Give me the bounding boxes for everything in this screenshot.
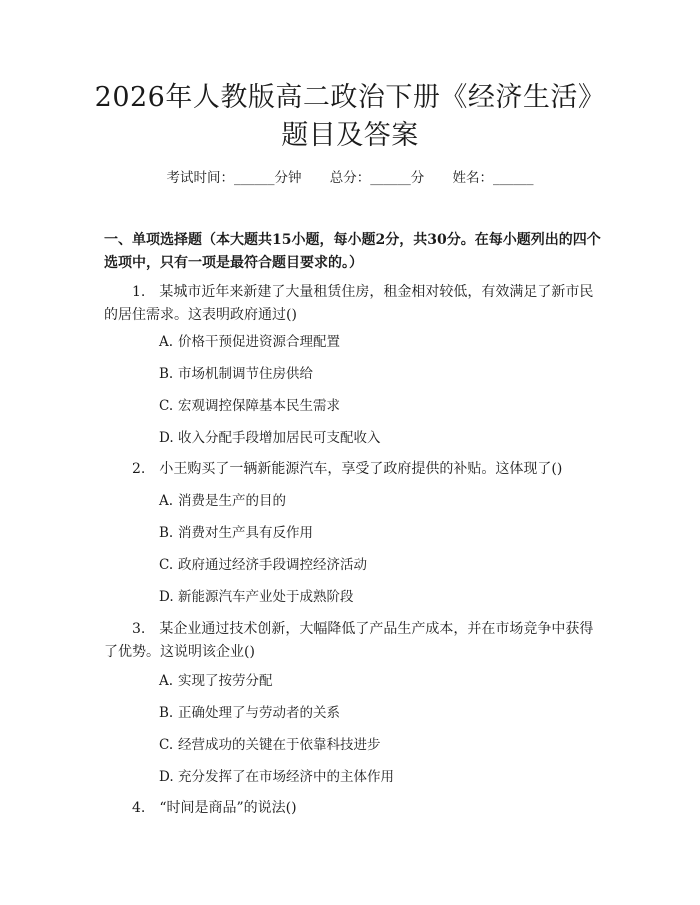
option-text: 消费对生产具有反作用 <box>178 525 313 541</box>
option-letter: C. <box>159 557 174 573</box>
option-letter: D. <box>159 769 174 785</box>
option-text: 收入分配手段增加居民可支配收入 <box>178 430 381 446</box>
option-text: 正确处理了与劳动者的关系 <box>178 705 340 721</box>
option-text: 经营成功的关键在于依靠科技进步 <box>178 737 381 753</box>
option-2b <box>159 523 599 543</box>
option-1a <box>159 332 599 352</box>
option-1d <box>159 428 599 448</box>
option-2d <box>159 587 599 607</box>
option-letter: A. <box>159 493 174 509</box>
document-title: 2026年人教版高二政治下册《经济生活》题目及答案 <box>94 82 606 151</box>
option-2c <box>159 555 599 575</box>
option-letter: B. <box>159 525 174 541</box>
question-3 <box>104 618 602 664</box>
option-3a <box>159 671 599 691</box>
question-4 <box>104 797 602 820</box>
question-text: 小王购买了一辆新能源汽车，享受了政府提供的补贴。这体现了() <box>159 461 563 477</box>
exam-info-line <box>0 168 700 188</box>
question-number: 1. <box>132 284 146 300</box>
option-text: 消费是生产的目的 <box>178 493 286 509</box>
question-text: “时间是商品”的说法() <box>159 800 297 816</box>
option-letter: A. <box>159 334 174 350</box>
option-text: 充分发挥了在市场经济中的主体作用 <box>178 769 394 785</box>
option-letter: A. <box>159 673 174 689</box>
option-text: 宏观调控保障基本民生需求 <box>178 398 340 414</box>
option-3b <box>159 703 599 723</box>
question-text: 某城市近年来新建了大量租赁住房，租金相对较低，有效满足了新市民的居住需求。这表明政府通过() <box>104 284 594 323</box>
question-number: 3. <box>132 621 146 637</box>
option-1c <box>159 396 599 416</box>
option-3c <box>159 735 599 755</box>
option-1b <box>159 364 599 384</box>
student-name-field: 姓名：______ <box>452 170 534 186</box>
total-score-field: 总分：______分 <box>329 170 425 186</box>
question-text: 某企业通过技术创新，大幅降低了产品生产成本，并在市场竞争中获得了优势。这说明该企业() <box>104 621 594 660</box>
section-heading: 一、单项选择题（本大题共15小题，每小题2分，共30分。在每小题列出的四个选项中，只有一项是最符合题目要求的。） <box>104 232 601 271</box>
option-letter: C. <box>159 737 174 753</box>
option-letter: C. <box>159 398 174 414</box>
option-text: 实现了按劳分配 <box>178 673 273 689</box>
option-text: 政府通过经济手段调控经济活动 <box>178 557 367 573</box>
option-text: 新能源汽车产业处于成熟阶段 <box>178 589 354 605</box>
question-number: 4. <box>132 800 146 816</box>
exam-time-field: 考试时间：______分钟 <box>166 170 302 186</box>
option-letter: D. <box>159 430 174 446</box>
option-3d <box>159 767 599 787</box>
question-number: 2. <box>132 461 146 477</box>
option-letter: B. <box>159 366 174 382</box>
option-2a <box>159 491 599 511</box>
option-text: 价格干预促进资源合理配置 <box>178 334 340 350</box>
option-letter: B. <box>159 705 174 721</box>
question-2 <box>104 458 602 481</box>
option-text: 市场机制调节住房供给 <box>178 366 313 382</box>
question-1 <box>104 281 602 327</box>
option-letter: D. <box>159 589 174 605</box>
